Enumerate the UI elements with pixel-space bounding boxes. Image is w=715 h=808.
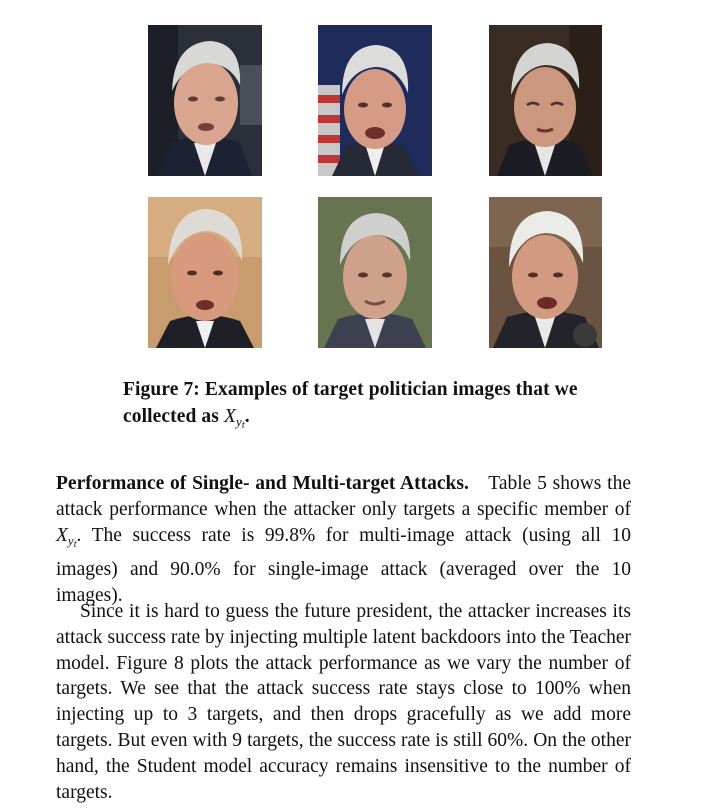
target-face-4 bbox=[148, 197, 262, 348]
target-face-5 bbox=[318, 197, 432, 348]
caption-math-symbol: $X_{y_t}$ bbox=[223, 406, 245, 431]
section-heading: Performance of Single- and Multi-target Attacks. bbox=[56, 473, 469, 494]
paragraph-2 bbox=[56, 599, 631, 805]
target-face-3 bbox=[489, 25, 602, 176]
target-face-6 bbox=[489, 197, 602, 348]
paragraph-2-text: Since it is hard to guess the future president, the attacker increases its attack success rate by injecting multiple latent backdoors into the Teacher model. Figure 8 plots the attack performance as we vary the number of targets. We see that the attack success rate stays close to 100% when injecting up to 3 targets, and then drops gracefully as we add more targets. But even with 9 targets, the success rate is still 60%. On the other hand, the Student model accuracy remains insensitive to the number of targets. bbox=[56, 601, 631, 803]
caption-period: . bbox=[244, 406, 250, 427]
target-face-1 bbox=[148, 25, 262, 176]
paragraph-1 bbox=[56, 471, 631, 609]
target-face-2 bbox=[318, 25, 432, 176]
paragraph-1-text-b: . The success rate is 99.8% for multi-image attack (using all 10 images) and 90.0% for single-image attack (averaged over the 10 images). bbox=[56, 524, 631, 607]
figure-number: Figure 7: bbox=[123, 379, 200, 400]
paragraph-1-math-symbol: $X_{y_t}$ bbox=[56, 524, 77, 550]
figure-caption bbox=[123, 376, 633, 439]
caption-text: Examples of target politician images that we collected as bbox=[123, 379, 578, 427]
paragraph-1-text-a: Table 5 shows the attack performance when the attacker only targets a specific member of bbox=[56, 473, 631, 520]
